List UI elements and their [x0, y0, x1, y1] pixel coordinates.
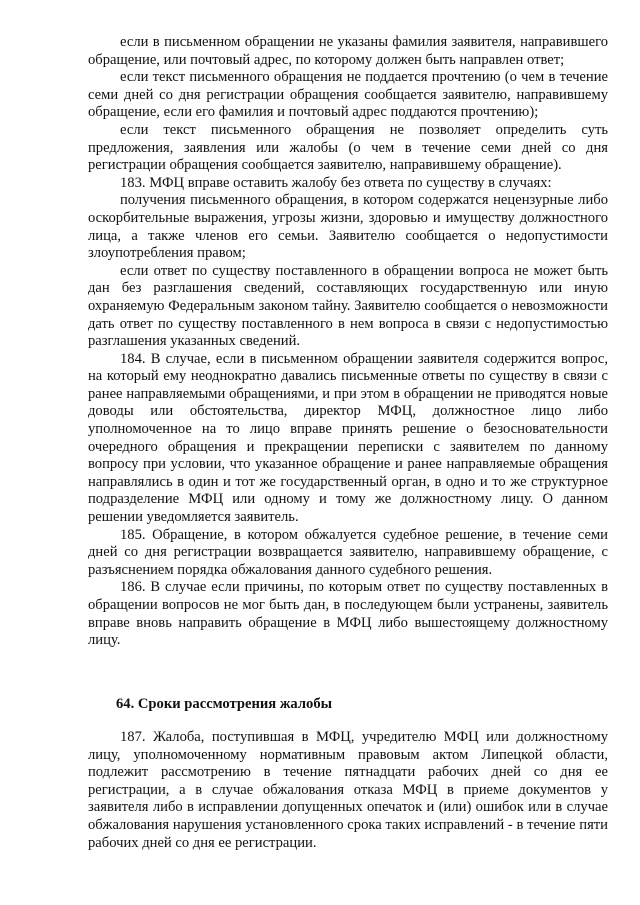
- paragraph-186: 186. В случае если причины, по которым ответ по существу поставленных в обращении вопросов не мог быть дан, в последующем были устранены, заявитель вправе вновь направить обращение в МФЦ либо вышестоящему должностному лицу.: [88, 579, 608, 649]
- paragraph-obscene-content: получения письменного обращения, в котором содержатся нецензурные либо оскорбительные выражения, угрозы жизни, здоровью и имуществу должностного лица, а также членов его семьи. Заявителю сообщается о недопустимости злоупотребления правом;: [88, 192, 608, 262]
- paragraph-unreadable-text: если текст письменного обращения не поддается прочтению (о чем в течение семи дней со дня регистрации обращения сообщается заявителю, направившему обращение, если его фамилия и почтовый адрес поддаются прочтению);: [88, 69, 608, 121]
- paragraph-unclear-essence: если текст письменного обращения не позволяет определить суть предложения, заявления или жалобы (о чем в течение семи дней со дня регистрации обращения сообщается заявителю, направившему обращение).: [88, 121, 608, 174]
- paragraph-185: 185. Обращение, в котором обжалуется судебное решение, в течение семи дней со дня регистрации возвращается заявителю, направившему обращение, с разъяснением порядка обжалования данного судебного решения.: [88, 526, 608, 578]
- paragraph-184: 184. В случае, если в письменном обращении заявителя содержится вопрос, на который ему неоднократно давались письменные ответы по существу в связи с ранее направляемыми обращениями, и при этом в обращении не приводятся новые доводы или обстоятельства, директор МФЦ, должностное лицо либо уполномоченное на то лицо вправе принять решение о безосновательности очередного обращения и прекращении переписки с заявителем по данному вопросу при условии, что указанное обращение и ранее направляемые обращения направлялись в один и тот же государственный орган, в одно и то же структурное подразделение МФЦ или одному и тому же должностному лицу. О данном решении уведомляется заявитель.: [88, 350, 608, 526]
- paragraph-187: 187. Жалоба, поступившая в МФЦ, учредителю МФЦ или должностному лицу, уполномоченному нормативным правовым актом Липецкой области, подлежит рассмотрению в течение пятнадцати рабочих дней со дня ее регистрации, а в случае обжалования отказа МФЦ в приеме документов у заявителя либо в исправлении допущенных опечаток и (или) ошибок или в случае обжалования нарушения установленного срока таких исправлений - в течение пяти рабочих дней со дня ее регистрации.: [88, 729, 608, 851]
- section-heading-block: [88, 695, 608, 713]
- paragraphs-bottom: [88, 729, 608, 852]
- paragraph-missing-name-address: если в письменном обращении не указаны фамилия заявителя, направившего обращение, или почтовый адрес, по которому должен быть направлен ответ;: [88, 34, 608, 68]
- paragraph-secret-information: если ответ по существу поставленного в обращении вопроса не может быть дан без разглашения сведений, составляющих государственную или иную охраняемую Федеральным законом тайну. Заявителю сообщается о невозможности дать ответ по существу поставленного в нем вопроса в связи с недопустимостью разглашения указанных сведений.: [88, 262, 608, 350]
- paragraphs-top: [88, 34, 608, 650]
- paragraph-183: 183. МФЦ вправе оставить жалобу без ответа по существу в случаях:: [120, 174, 552, 191]
- section-heading: 64. Сроки рассмотрения жалобы: [116, 696, 333, 712]
